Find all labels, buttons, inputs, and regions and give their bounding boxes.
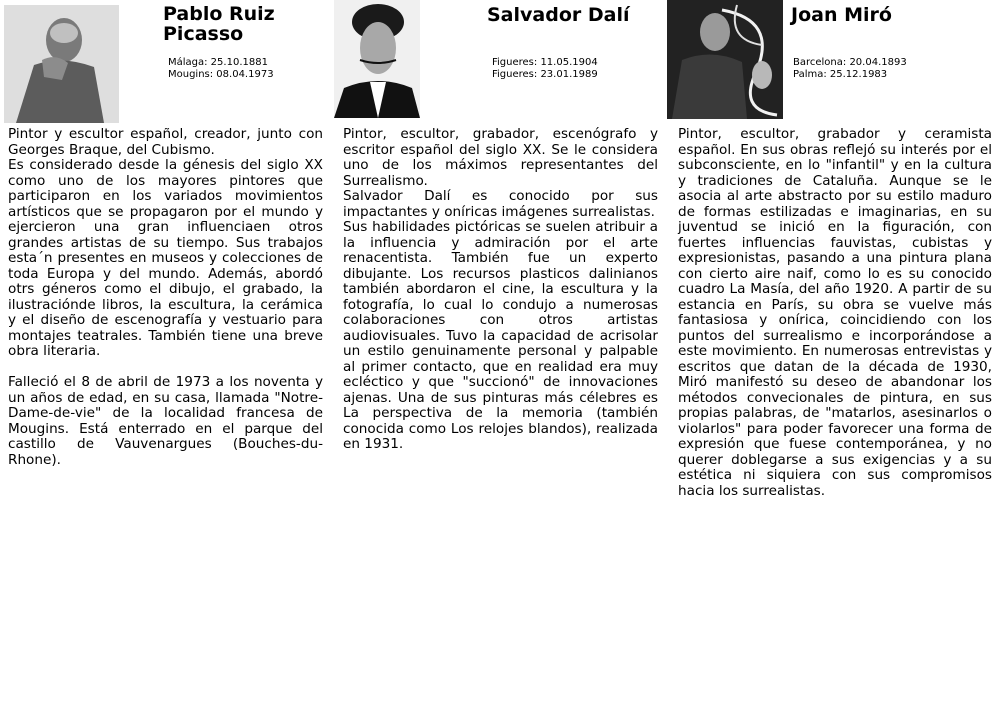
artist-name-line2: Picasso	[163, 23, 244, 45]
biography-paragraph: Falleció el 8 de abril de 1973 a los noventa y un años de edad, en su casa, llamada "Notre-Dame-de-vie" de la localidad francesa de Mougins. Está enterrado en el parque del castillo de Vauvenargues (Bouches-du-Rhone).	[8, 374, 323, 468]
biography-miro	[678, 127, 992, 499]
biography-paragraph: Sus habilidades pictóricas se suelen atribuir a la influencia y admiración por el arte renacentista. También fue un experto dibujante. Los recursos plasticos dalinianos también abordaron el cine, la escultura y la fotografía, lo cual lo condujo a numerosas colaboraciones con otros artistas audiovisuales. Tuvo la capacidad de acrisolar un estilo genuinamente personal y palpable al primer contacto, que en realidad era muy ecléctico y que "succionó" de innovaciones ajenas. Una de sus pinturas más célebres es La perspectiva de la memoria (también conocida como Los relojes blandos), realizada en 1931.	[343, 219, 658, 452]
biography-dali	[343, 127, 658, 453]
artist-dates-picasso	[168, 57, 274, 81]
biography-paragraph: Pintor, escultor, grabador, escenógrafo y escritor español del siglo XX. Se le considera uno de los máximos representantes del Surrealismo.	[343, 126, 658, 189]
artist-name-picasso	[163, 4, 333, 44]
artist-dates-dali	[492, 57, 598, 81]
artist-dates-miro	[793, 57, 907, 81]
biography-paragraph: Pintor, escultor, grabador y ceramista español. En sus obras reflejó su interés por el subconsciente, en lo "infantil" y en la cultura y tradiciones de Cataluña. Aunque se le asocia al arte abstracto por su estilo maduro de formas estilizadas e imaginarias, en su juventud se inició en la figuración, con fuertes influencias fauvistas, cubistas y expresionistas, pasando a una pintura plana con cierto aire naif, como lo es su conocido cuadro La Masía, del año 1920. A partir de su estancia en París, su obra se vuelve más fantasiosa y onírica, coincidiendo con los puntos del surrealismo e incorporándose a este movimiento. En numerosas entrevistas y escritos que datan de la década de 1930, Miró manifestó su deseo de abandonar los métodos convecionales de pintura, en sus propias palabras, de "matarlos, asesinarlos o violarlos" para poder favorecer una forma de expresión que fuese contemporánea, y no querer doblegarse a sus exigencias y a su estética ni siquiera con sus compromisos hacia los surrealistas.	[678, 126, 992, 499]
miro-portrait-photo	[667, 0, 783, 119]
biography-paragraph: Es considerado desde la génesis del siglo XX como uno de los mayores pintores que participaron en los variados movimientos artísticos que se propagaron por el mundo y ejercieron una gran influenciaen otros grandes artistas de su tiempo. Sus trabajos esta´n presentes en museos y colecciones de toda Europa y del mundo. Además, abordó otrs géneros como el dibujo, el grabado, la ilustraciónde libros, la escultura, la cerámica y el diseño de escenografía y vestuario para montajes teatrales. También tiene una breve obra literaria.	[8, 157, 323, 359]
death-date: Mougins: 08.04.1973	[168, 69, 274, 80]
artist-name-dali	[487, 5, 657, 25]
birth-date: Figueres: 11.05.1904	[492, 57, 598, 68]
artist-name-line1: Joan Miró	[791, 4, 892, 26]
artist-name-miro	[791, 5, 961, 25]
death-date: Palma: 25.12.1983	[793, 69, 888, 80]
biography-paragraph: Pintor y escultor español, creador, junto con Georges Braque, del Cubismo.	[8, 126, 323, 158]
artist-name-line1: Pablo Ruiz	[163, 3, 275, 25]
birth-date: Málaga: 25.10.1881	[168, 57, 268, 68]
biography-picasso	[8, 127, 323, 468]
birth-date: Barcelona: 20.04.1893	[793, 57, 907, 68]
picasso-portrait-photo	[4, 5, 119, 123]
death-date: Figueres: 23.01.1989	[492, 69, 598, 80]
biography-paragraph: Salvador Dalí es conocido por sus impactantes y oníricas imágenes surrealistas.	[343, 188, 658, 220]
artist-name-line1: Salvador Dalí	[487, 4, 630, 26]
dali-portrait-photo	[334, 0, 420, 118]
